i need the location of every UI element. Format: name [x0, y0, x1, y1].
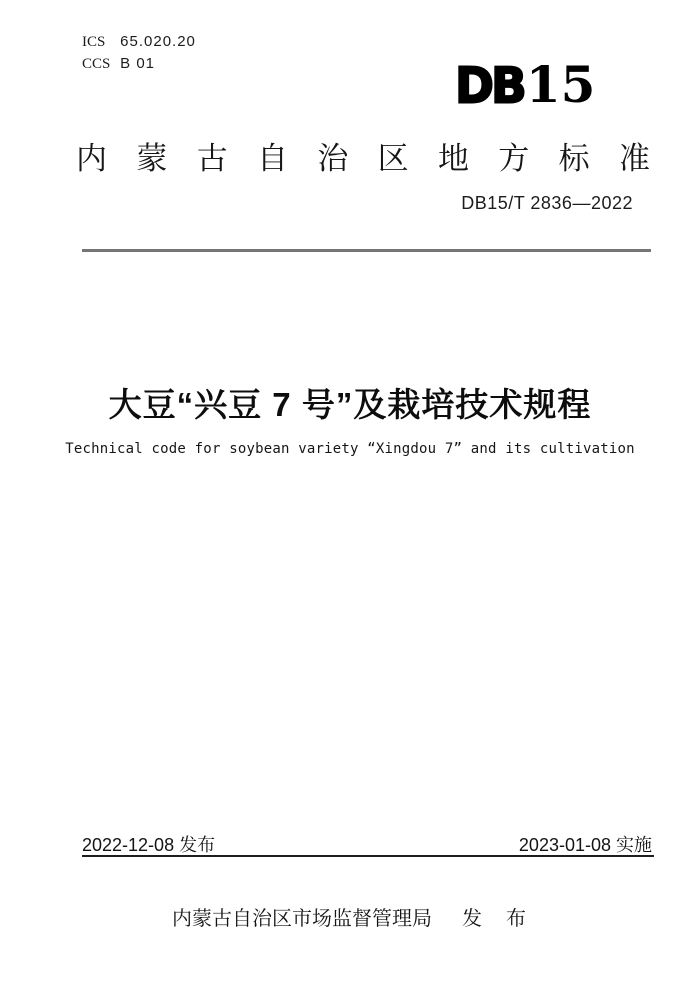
ccs-label: CCS [82, 56, 111, 72]
classification-codes [82, 31, 196, 75]
standard-name-char: 方 [498, 141, 530, 176]
db15-logo-num: 15 [525, 55, 596, 114]
ics-code-row [82, 31, 196, 53]
issue-date: 2022-12-08 发布 [82, 835, 216, 855]
document-title-en: Technical code for soybean variety “Xingdou 7” and its cultivation [65, 441, 635, 457]
standard-name-char: 治 [317, 141, 349, 176]
footer-divider-rule [82, 855, 654, 857]
header-divider-rule [82, 249, 651, 252]
ics-value: 65.020.20 [120, 33, 196, 50]
document-title-cn: 大豆“兴豆 7 号”及栽培技术规程 [108, 386, 592, 423]
implementation-date: 2023-01-08 实施 [518, 835, 652, 855]
standard-name-char: 蒙 [136, 141, 168, 176]
standard-number: DB15/T 2836—2022 [461, 193, 633, 213]
standard-name-char: 准 [618, 141, 650, 176]
standard-category-title [76, 133, 650, 178]
publish-label: 发 布 [462, 908, 528, 930]
standard-name-char: 内 [76, 141, 107, 176]
ccs-code-row [82, 53, 196, 75]
standard-name-char: 自 [256, 141, 288, 176]
dates-row [82, 831, 652, 857]
ics-label: ICS [82, 34, 106, 50]
db15-logo-db: DB [455, 57, 524, 116]
standard-name-char: 地 [437, 141, 469, 176]
db15-logo [455, 55, 596, 116]
standard-name-char: 区 [377, 141, 409, 176]
standard-name-char: 标 [558, 141, 590, 176]
publisher-name: 内蒙古自治区市场监督管理局 [172, 908, 432, 930]
ccs-value: B 01 [120, 55, 156, 72]
standard-name-char: 古 [196, 141, 228, 176]
publisher-row [0, 902, 700, 931]
